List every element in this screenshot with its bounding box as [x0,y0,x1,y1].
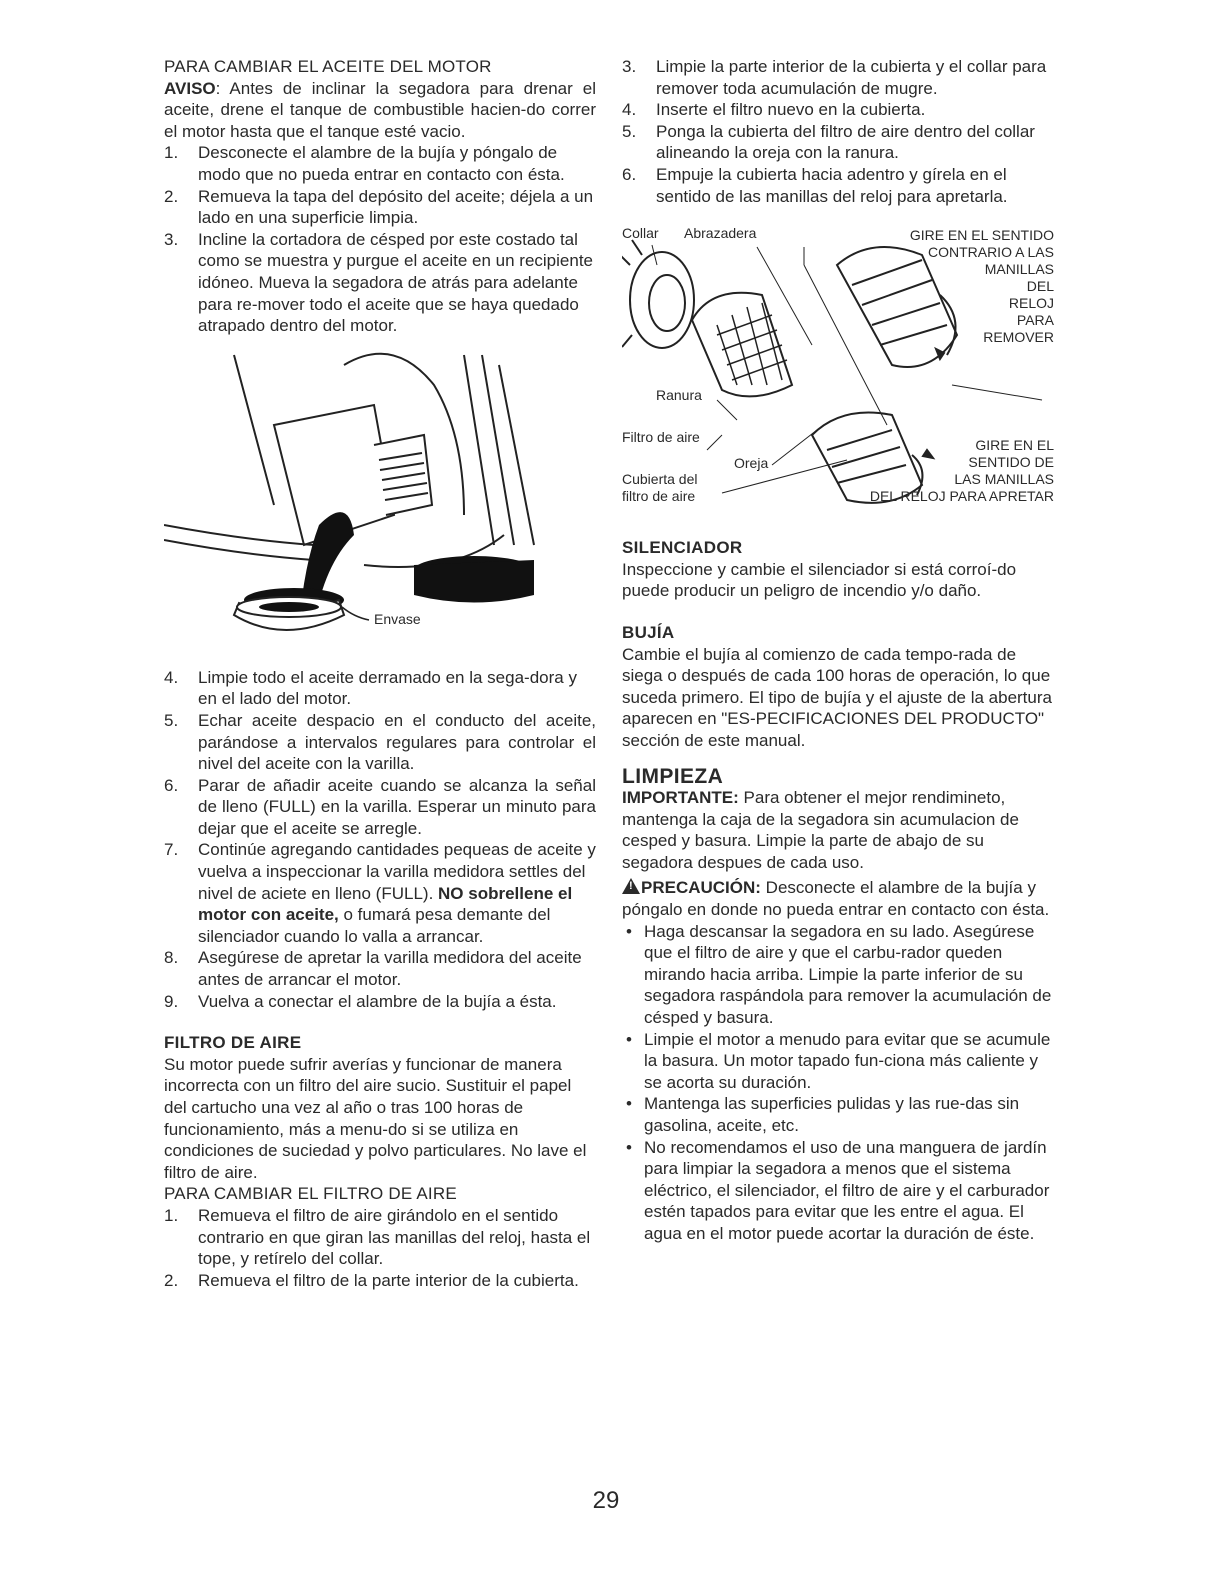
bullet-icon: • [626,1094,632,1114]
list-item [164,710,596,775]
remove-line: CONTRARIO A LAS [927,244,1054,261]
step-text: Asegúrese de apretar la varilla medidora del aceite antes de arrancar el motor. [198,948,582,990]
step-text: Limpie la parte interior de la cubierta y el collar para remover toda acumulación de mugre. [656,57,1047,98]
step-text: Remueva el filtro de aire girándolo en el sentido contrario en que giran las manillas del reloj, hasta el tope, y retírelo del collar. [198,1205,591,1269]
caution-text: Desconecte el alambre de la bujía y póngalo en donde no pueda entrar en contacto con ésta. [622,878,1050,920]
step-text: Continúe agregando cantidades pequeas de aceite y vuelva a inspeccionar la varilla medidora settles del nivel de aciete en lleno (FULL). [198,840,596,903]
step-text: Desconecte el alambre de la bujía y póngalo de modo que no pueda entrar en contacto con ésta. [198,143,565,184]
important-paragraph [622,787,1054,873]
list-item [622,1093,1054,1136]
list-item [164,142,596,185]
air-filter-steps-left [164,1205,596,1291]
tighten-line: SENTIDO DE [968,454,1054,471]
step-number: 6. [622,164,637,184]
air-filter-figure [622,225,1054,515]
air-filter-heading: FILTRO DE AIRE [164,1033,302,1053]
slot-label: Ranura [656,387,702,404]
left-column [164,56,596,1291]
list-item [164,229,596,337]
step-text: Limpie todo el aceite derramado en la sega-dora y en el lado del motor. [198,667,577,709]
list-item [622,121,1054,164]
bullet-icon: • [626,921,632,941]
tighten-line: GIRE EN EL [975,437,1054,454]
step-number: 3. [164,229,179,249]
step-text: Empuje la cubierta hacia adentro y gírela en el sentido de las manillas del reloj para apretarla. [656,164,1008,206]
list-item [164,991,596,1013]
container-label: Envase [374,610,421,627]
air-filter-change-title: PARA CAMBIAR EL FILTRO DE AIRE [164,1184,457,1204]
step-number: 4. [164,667,179,687]
aviso-label: AVISO [164,78,216,98]
aviso-text: : Antes de inclinar la segadora para drenar el aceite, drene el tanque de combustible hacien-do correr el motor hasta que el tanque esté vacio. [164,78,596,141]
step-number: 8. [164,948,179,968]
step-number: 2. [164,186,179,206]
bullet-icon: • [626,1137,632,1157]
step-text: Remueva el filtro de la parte interior de la cubierta. [198,1270,579,1290]
important-label: IMPORTANTE: [622,788,739,808]
remove-instruction [910,227,1054,346]
step-number: 1. [164,143,179,163]
warning-triangle-icon [622,878,640,894]
list-item [164,947,596,990]
step-warning-text: NO sobrellene el motor con aceite, [198,883,573,925]
step-text: o fumará pesa demante del silenciador cuando lo valla a arrancar. [198,905,551,946]
bullet-text: Mantenga las superficies pulidas y las rue-das sin gasolina, aceite, etc. [644,1094,1020,1135]
tab-label: Oreja [734,455,769,472]
cover-label [622,471,698,505]
list-item [164,1270,596,1292]
oil-steps-first [164,142,596,336]
step-number: 5. [164,710,179,730]
step-text: Inserte el filtro nuevo en la cubierta. [656,100,926,120]
cover-line: filtro de aire [622,488,696,505]
air-filter-label: Filtro de aire [622,429,700,446]
spark-plug-text: Cambie el bujía al comienzo de cada tempo-rada de siega o después de cada 100 horas de operación, lo que suceda primero. El tipo de bujía y el ajuste de la abertura aparecen en "ES-PECIFICACIONES DEL PRODUCTO" sección de este manual. [622,644,1052,750]
oil-drain-illustration [164,345,596,645]
aviso-paragraph [164,78,596,143]
important-text: Para obtener el mejor rendimineto, mantenga la caja de la segadora sin acumulacion de cesped y basura. Limpie la parte de abajo de su segadora despues de cada uso. [622,788,1019,872]
cover-line: Cubierta del [622,471,698,488]
step-text: Remueva la tapa del depósito del aceite; déjela a un lado en una superficie limpia. [198,186,594,228]
step-text: Vuelva a conectar el alambre de la bujía a ésta. [198,991,557,1011]
step-text: Incline la cortadora de césped por este costado tal como se muestra y purgue el aceite en un recipiente idóneo. Mueva la segadora de atrás para adelante para re-mover todo el aceite que se haya quedado atrapado dentro del motor. [198,229,594,336]
list-item [622,1137,1054,1245]
step-number: 3. [622,57,637,76]
remove-line: MANILLAS [984,261,1054,278]
remove-line: REMOVER [983,329,1054,346]
remove-line: RELOJ [1008,295,1054,312]
collar-label: Collar [622,225,659,242]
caution-label: PRECAUCIÓN: [641,878,761,898]
right-column [622,56,1054,1245]
oil-change-title: PARA CAMBIAR EL ACEITE DEL MOTOR [164,57,492,76]
list-item [622,56,1054,99]
step-number: 4. [622,100,637,120]
list-item [164,667,596,710]
oil-drain-figure [164,345,596,645]
tighten-instruction [870,437,1054,505]
remove-line: PARA [1016,312,1054,329]
cleaning-bullets [622,921,1054,1245]
step-number: 7. [164,840,179,860]
cleaning-heading: LIMPIEZA [622,764,724,788]
list-item [622,164,1054,207]
step-number: 6. [164,775,179,795]
spark-plug-heading: BUJÍA [622,622,675,642]
list-item [622,1029,1054,1094]
muffler-heading: SILENCIADOR [622,538,743,558]
air-filter-text: Su motor puede sufrir averías y funcionar de manera incorrecta con un filtro del aire sucio. Sustituir el papel del cartucho una vez al año o tras 100 horas de funcionamiento, más a menu-do si se utiliza en condiciones de suciedad y polvo particulares. No lave el filtro de aire. [164,1054,587,1182]
step-number: 5. [622,121,637,141]
list-item [164,186,596,229]
step-number: 9. [164,991,179,1011]
step-text: Parar de añadir aceite cuando se alcanza la señal de lleno (FULL) en la varilla. Esperar un minuto para dejar que el aceite se arregle. [198,775,596,838]
bullet-text: Haga descansar la segadora en su lado. Asegúrese que el filtro de aire y que el carbu-rador queden mirando hacia arriba. Limpie la parte inferior de su segadora raspándola para remover la acumulación de césped y basura. [644,921,1052,1028]
tighten-line: DEL RELOJ PARA APRETAR [869,488,1054,505]
remove-line: DEL [1026,278,1054,295]
bullet-text: No recomendamos el uso de una manguera de jardín para limpiar la segadora a menos que el sistema eléctrico, el silenciador, el filtro de aire y el carburador estén tapados para evitar que les entre el agua. El agua en el motor puede acortar la duración de éste. [644,1137,1050,1243]
muffler-text: Inspeccione y cambie el silenciador si está corroí-do puede producir un peligro de incendio y/o daño. [622,559,1017,601]
page-number: 29 [592,1487,620,1514]
list-item [164,839,596,947]
list-item [164,775,596,840]
oil-steps-second [164,667,596,1013]
step-number: 1. [164,1205,179,1225]
step-text: Echar aceite despacio en el conducto del aceite, parándose a intervalos regulares para controlar el nivel del aceite con la varilla. [198,710,596,774]
air-filter-steps-right [622,56,1054,207]
list-item [622,921,1054,1029]
caution-paragraph [622,877,1054,920]
bullet-icon: • [626,1029,632,1049]
step-text: Ponga la cubierta del filtro de aire dentro del collar alineando la oreja con la ranura. [656,121,1035,163]
step-number: 2. [164,1270,179,1290]
list-item [164,1205,596,1270]
bullet-text: Limpie el motor a menudo para evitar que se acumule la basura. Un motor tapado fun-ciona más caliente y se acorta su duración. [644,1029,1051,1092]
list-item [622,99,1054,121]
remove-line: GIRE EN EL SENTIDO [909,227,1054,244]
clamp-label: Abrazadera [684,225,757,242]
tighten-line: LAS MANILLAS [954,471,1054,488]
